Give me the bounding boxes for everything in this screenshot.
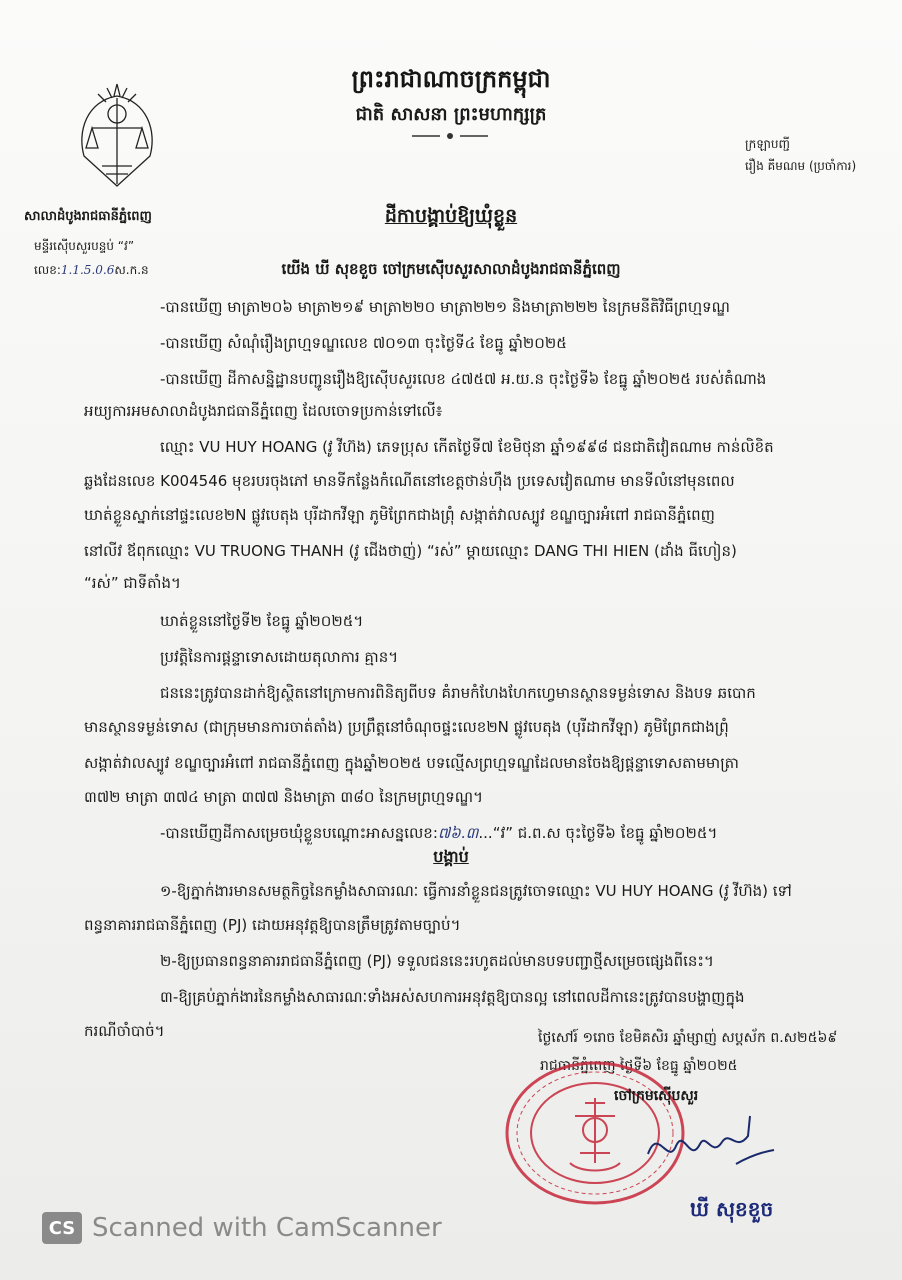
prosecutor-office: មន្ទីរស៊ើបសួរបន្ទប់ “វ” <box>34 239 135 253</box>
para-line-16: ៣៧២ មាត្រា ៣៧៤ មាត្រា ៣៧៧ និងមាត្រា ៣៨០ នៃក្រមព្រហ្មទណ្ឌ។ <box>84 788 484 806</box>
national-motto: ជាតិ សាសនា ព្រះមហាក្សត្រ <box>355 104 547 125</box>
header-ornament <box>410 132 490 140</box>
para-line-15: សង្កាត់វាលស្បូវ ខណ្ឌច្បារអំពៅ រាជធានីភ្នំពេញ ក្នុងឆ្នាំ២០២៥ បទល្មើសព្រហ្មទណ្ឌដែលមានចែងឱ្យផ្ដន្ទាទោសតាមមាត្រា <box>84 754 739 772</box>
judge-intro: យើង ឃី សុខខួច ចៅក្រមស៊ើបសួរសាលាដំបូងរាជធានីភ្នំពេញ <box>281 260 621 278</box>
para-line-9: នៅលីវ ឪពុកឈ្មោះ VU TRUONG THANH (វូ ជើងថាញ់) “រស់” ម្ដាយឈ្មោះ DANG THI HIEN (ដាំង ធីហៀន) <box>84 542 737 560</box>
para-line-8: ឃាត់ខ្លួនស្នាក់នៅផ្ទះលេខ២N ផ្លូវបេតុង បុរីដាកវីឡា ភូមិព្រែកជាងព្រុំ សង្កាត់វាលស្បូវ ខណ្ឌច្បារអំពៅ រាជធានីភ្នំពេញ <box>84 506 715 524</box>
para-line-11: ឃាត់ខ្លួននៅថ្ងៃទី២ ខែធ្នូ ឆ្នាំ២០២៥។ <box>160 612 364 630</box>
order-heading: បង្គាប់ <box>433 847 469 866</box>
court-name: សាលាដំបូងរាជធានីភ្នំពេញ <box>24 209 152 224</box>
kingdom-title: ព្រះរាជាណាចក្រកម្ពុជា <box>351 65 551 93</box>
order-line-2: ពន្ធនាគាររាជធានីភ្នំពេញ (PJ) ដោយអនុវត្តឱ្យបានត្រឹមត្រូវតាមច្បាប់។ <box>84 916 461 934</box>
detention-ref-label: -បានឃើញដីកាសម្រេចឃុំខ្លួនបណ្ដោះអាសន្នលេខ: <box>160 824 438 842</box>
clerk-label: ក្រឡាបញ្ជី <box>745 137 790 151</box>
number-value: 1.1.5.0.6 <box>60 263 115 277</box>
para-line-10: “រស់” ជាទីតាំង។ <box>84 574 181 592</box>
camscanner-logo-icon: CS <box>42 1212 82 1244</box>
judge-title: ចៅក្រមស៊ើបសួរ <box>614 1088 699 1104</box>
number-suffix: ស.ក.ន <box>114 263 149 277</box>
para-line-2: -បានឃើញ មាត្រា២០៦ មាត្រា២១៩ មាត្រា២២០ មាត្រា២២១ និងមាត្រា២២២ នៃក្រមនីតិវិធីព្រហ្មទណ្ឌ <box>160 298 730 316</box>
watermark-text: Scanned with CamScanner <box>92 1213 442 1243</box>
order-line-4: ៣-ឱ្យគ្រប់ភ្នាក់ងារនៃកម្លាំងសាធារណៈទាំងអស់សហការអនុវត្តឱ្យបានល្អ នៅពេលដីកានេះត្រូវបានបង្ហាញក្នុង <box>160 988 745 1006</box>
para-line-7: ឆ្លងដែនលេខ K004546 មុខរបរចុងភៅ មានទីកន្លែងកំណើតនៅខេត្តថាន់ហ៊ឹង ប្រទេសវៀតណាម មានទីលំនៅមុនពេល <box>84 472 735 490</box>
para-line-12: ប្រវត្តិនៃការផ្ដន្ទាទោសដោយតុលាការ គ្មាន។ <box>160 648 399 666</box>
detention-ref-number: ៧៦.៣ <box>437 824 479 842</box>
detention-ref-tail: ...“វ” ជ.ព.ស ចុះថ្ងៃទី៦ ខែធ្នូ ឆ្នាំ២០២៥។ <box>478 824 718 842</box>
order-line-3: ២-ឱ្យប្រធានពន្ធនាគាររាជធានីភ្នំពេញ (PJ) ទទួលជននេះរហូតដល់មានបទបញ្ជាថ្មីសម្រេចផ្សេងពីនេះ។ <box>160 952 714 970</box>
para-line-13: ជននេះត្រូវបានដាក់ឱ្យស្ថិតនៅក្រោមការពិនិត្យពីបទ គំរាមកំហែងហែកហ្វេមានស្ថានទម្ងន់ទោស និងបទ ឆបោក <box>160 684 756 702</box>
number-label: លេខ: <box>34 263 61 277</box>
case-label: រឿង គីមណម (ប្រចាំការ) <box>745 159 857 173</box>
para-line-17 <box>160 822 862 844</box>
order-line-5: ករណីចាំបាច់។ <box>84 1022 165 1040</box>
order-line-1: ១-ឱ្យភ្នាក់ងារមានសមត្ថកិច្ចនៃកម្លាំងសាធារណៈ ធ្វើការនាំខ្លួនជនត្រូវចោទឈ្មោះ VU HUY HOANG (វូ វីហ៊ង) ទៅ <box>160 882 792 900</box>
lunar-date: ថ្ងៃសៅរ៍ ១រោច ខែមិគសិរ ឆ្នាំម្សាញ់ សប្តស័ក ព.ស២៥៦៩ <box>538 1030 838 1046</box>
para-line-3: -បានឃើញ សំណុំរឿងព្រហ្មទណ្ឌលេខ ៧០១៣ ចុះថ្ងៃទី៤ ខែធ្នូ ឆ្នាំ២០២៥ <box>160 334 567 352</box>
para-line-6: ឈ្មោះ VU HUY HOANG (វូ វីហ៊ង) ភេទប្រុស កើតថ្ងៃទី៧ ខែមិថុនា ឆ្នាំ១៩៩៨ ជនជាតិវៀតណាម កាន់លិខិត <box>160 438 774 456</box>
judge-name: ឃី សុខខួច <box>690 1197 774 1221</box>
camscanner-watermark <box>42 1208 442 1248</box>
para-line-4: -បានឃើញ ដីកាសន្និដ្ឋានបញ្ជូនរឿងឱ្យស៊ើបសួរលេខ ៤៧៥៧ អ.យ.ន ចុះថ្ងៃទី៦ ខែធ្នូ ឆ្នាំ២០២៥ របស់តំណាង <box>160 370 767 388</box>
para-line-5: អយ្យការអមសាលាដំបូងរាជធានីភ្នំពេញ ដែលចោទប្រកាន់ទៅលើ៖ <box>84 402 443 420</box>
para-line-14: មានស្ថានទម្ងន់ទោស (ជាក្រុមមានការចាត់តាំង) ប្រព្រឹត្តនៅចំណុចផ្ទះលេខ២N ផ្លូវបេតុង (បុរីដាកវីឡា) ភូមិព្រែកជាងព្រុំ <box>84 718 729 736</box>
document-title: ដីកាបង្គាប់ឱ្យឃុំខ្លួន <box>384 205 518 227</box>
issue-date: រាជធានីភ្នំពេញ ថ្ងៃទី៦ ខែធ្នូ ឆ្នាំ២០២៥ <box>540 1058 738 1074</box>
judge-signature <box>640 1106 780 1176</box>
